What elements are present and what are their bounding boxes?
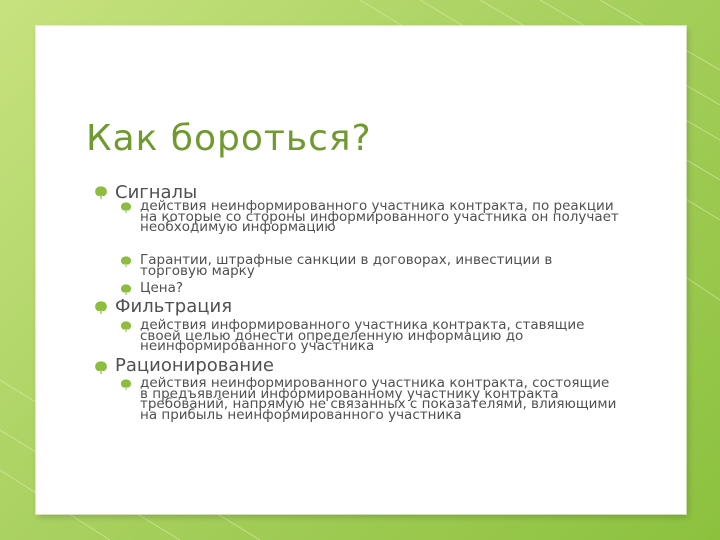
fleuron-bullet-icon — [120, 202, 132, 214]
filtering-item-1: действия информированного участника контракта, ставящие своей целью донести определенную информацию до неинформированного участника — [140, 317, 585, 354]
fleuron-bullet-icon — [120, 256, 132, 268]
fleuron-bullet-icon — [94, 186, 108, 200]
signals-item-2: Гарантии, штрафные санкции в договорах, инвестиции в торговую марку — [140, 252, 553, 279]
fleuron-bullet-icon — [120, 321, 132, 333]
rationing-item-1: действия неинформированного участника контракта, состоящие в предъявлении информированному участнику контракта требований, напрямую не связанных с показателями, влияющими на прибыль неинформированного участника — [140, 375, 617, 423]
signals-item-1: действия неинформированного участника контракта, по реакции на которые со стороны информированного участника он получает необходимую информацию — [140, 198, 619, 235]
fleuron-bullet-icon — [94, 301, 108, 315]
slide-title: Как бороться? — [86, 118, 372, 159]
signals-item-3: Цена? — [140, 280, 184, 296]
section-label-signals: Сигналы — [115, 182, 198, 203]
fleuron-bullet-icon — [120, 379, 132, 391]
section-label-rationing: Рационирование — [115, 355, 274, 376]
fleuron-bullet-icon — [120, 284, 132, 296]
section-label-filtering: Фильтрация — [115, 296, 233, 317]
fleuron-bullet-icon — [94, 361, 108, 375]
